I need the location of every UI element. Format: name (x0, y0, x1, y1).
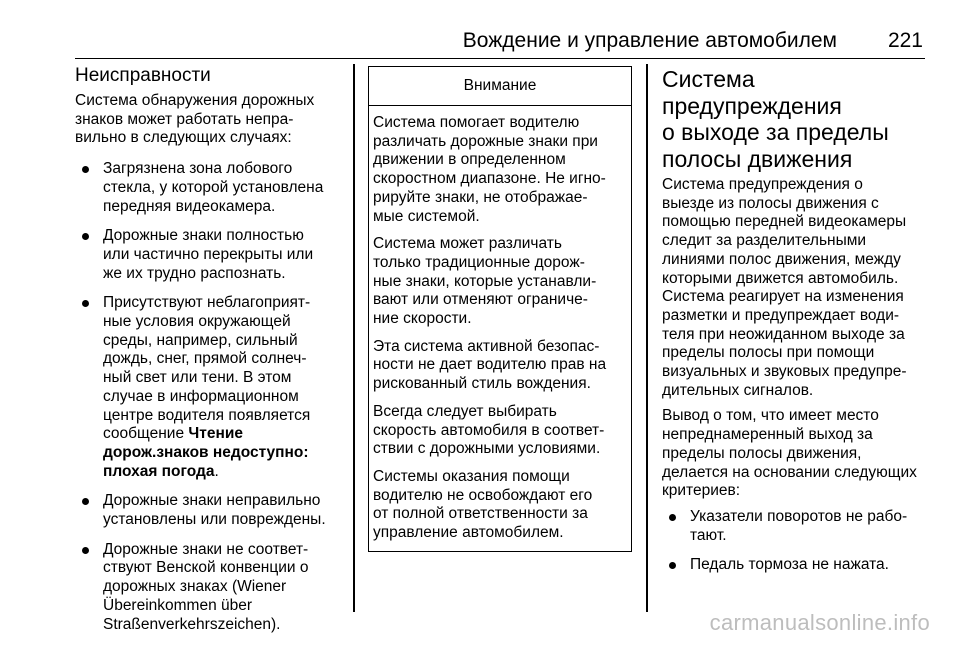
message-text: плохая погода (103, 462, 215, 480)
text-line: дорожных знаках (Wiener (103, 578, 287, 596)
text-line: скорость автомобиля в соответ- (373, 421, 605, 439)
bullet-list (75, 160, 345, 634)
message-text: дорож.знаков недоступно: (103, 443, 309, 461)
column-divider (646, 64, 648, 612)
text-line: Педаль тормоза не нажата. (690, 556, 889, 574)
text-line: управление автомобилем. (373, 524, 564, 542)
section-title (662, 66, 928, 172)
text-line: Эта система активной безопас- (373, 337, 600, 355)
text-line: Straßenverkehrszeichen). (103, 615, 281, 633)
text-line: критериев: (662, 482, 741, 500)
text-line: Система помогает водителю (373, 114, 580, 131)
text-line: же их трудно распознать. (103, 264, 286, 282)
list-item (662, 556, 928, 575)
list-item (75, 294, 345, 481)
watermark-text: carmanualsonline.info (709, 610, 930, 635)
text-line: движении в определенном (373, 151, 566, 169)
column-warning (368, 66, 632, 552)
text-line: непреднамеренный выход за (662, 426, 873, 444)
text-line: ствии с дорожными условиями. (373, 440, 601, 458)
text-line: Система может различать (373, 235, 562, 253)
text-line: которыми движется автомобиль. (662, 269, 899, 287)
text-line: Указатели поворотов не рабо- (690, 507, 908, 525)
bullet-icon (82, 166, 89, 173)
text-line: Система предупреждения о (662, 176, 863, 193)
column-malfunctions (75, 60, 345, 645)
list-item (75, 492, 345, 529)
message-suffix: . (214, 462, 219, 480)
bullet-icon (82, 547, 89, 554)
paragraph (373, 403, 627, 459)
text-line: Всегда следует выбирать (373, 402, 557, 420)
text-line: Übereinkommen über (103, 596, 253, 614)
text-line: выезде из полосы движения с (662, 194, 879, 212)
text-line: пределы полосы движения, (662, 444, 862, 462)
text-line: только традиционные дорож- (373, 253, 585, 271)
text-line: стекла, у которой установлена (103, 178, 324, 196)
list-item (662, 508, 928, 545)
text-line: ние скорости. (373, 310, 472, 328)
paragraph (373, 468, 627, 543)
text-line: рируйте знаки, не отображае- (373, 188, 588, 206)
paragraph (373, 235, 627, 329)
text-line: теля при неожиданном выходе за (662, 325, 905, 343)
message-prefix: сообщение (103, 425, 189, 443)
text-line: пределы полосы при помощи (662, 344, 875, 362)
text-line: среды, например, сильный (103, 331, 298, 349)
text-line: рискованный стиль вождения. (373, 375, 591, 393)
text-line: ности не дает водителю прав на (373, 356, 607, 374)
text-line: различать дорожные знаки при (373, 132, 598, 150)
paragraph (75, 92, 345, 148)
bullet-icon (82, 233, 89, 240)
text-line: ный свет или тени. В этом (103, 369, 292, 387)
list-item (75, 160, 345, 216)
text-line: ные знаки, которые устанавли- (373, 272, 597, 290)
bullet-icon (82, 498, 89, 505)
text-line: Вывод о том, что имеет место (662, 407, 879, 425)
title-line: Система предупреждения (662, 66, 842, 119)
text-line: установлены или повреждены. (103, 511, 326, 529)
paragraph (373, 114, 627, 226)
message-text: Чтение (188, 425, 244, 443)
text-line: скоростном диапазоне. Не игно- (373, 170, 606, 188)
text-line: Системы оказания помощи (373, 467, 570, 485)
paragraph (373, 338, 627, 394)
text-line: помощью передней видеокамеры (662, 213, 907, 231)
text-line: мые системой. (373, 207, 480, 225)
text-line: Дорожные знаки полностью (103, 227, 304, 245)
text-line: Присутствуют неблагоприят- (103, 294, 311, 312)
text-line: дительных сигналов. (662, 381, 814, 399)
bullet-icon (669, 562, 676, 569)
text-line: делается на основании следующих (662, 463, 917, 481)
bullet-icon (82, 300, 89, 307)
text-line: Загрязнена зона лобового (103, 160, 293, 178)
text-line: или частично перекрыты или (103, 245, 314, 263)
warning-box-title: Внимание (369, 67, 631, 106)
bullet-list (662, 508, 928, 575)
page-header-title: Вождение и управление автомобилем (462, 29, 837, 52)
list-item (75, 541, 345, 635)
text-line: передняя видеокамера. (103, 197, 276, 215)
warning-box (368, 66, 632, 552)
title-line: о выходе за пределы (662, 119, 889, 145)
text-line: разметки и предупреждает води- (662, 306, 900, 324)
paragraph (662, 176, 928, 400)
list-item (75, 227, 345, 283)
text-line: от полной ответственности за (373, 505, 588, 523)
text-line: линиями полос движения, между (662, 250, 901, 268)
warning-box-body (369, 106, 631, 551)
text-line: вают или отменяют ограниче- (373, 291, 588, 309)
text-line: Система обнаружения дорожных (75, 92, 315, 109)
text-line: водителю не освобождают его (373, 486, 593, 504)
column-divider (353, 64, 355, 612)
text-line: центре водителя появляется (103, 406, 311, 424)
text-line: Дорожные знаки неправильно (103, 492, 321, 510)
text-line (103, 463, 345, 482)
text-line: ствуют Венской конвенции о (103, 559, 309, 577)
text-line: вильно в следующих случаях: (75, 129, 292, 147)
text-line: Система реагирует на изменения (662, 288, 904, 306)
text-line: визуальных и звуковых предупре- (662, 363, 907, 381)
text-line: случае в информационном (103, 387, 299, 405)
title-line: полосы движения (662, 145, 853, 172)
text-line: дождь, снег, прямой солнеч- (103, 350, 307, 368)
text-line (103, 425, 345, 444)
text-line: ные условия окружающей (103, 313, 291, 331)
text-line: следит за разделительными (662, 232, 867, 250)
section-heading: Неисправности (75, 65, 211, 86)
page-number: 221 (887, 29, 923, 52)
column-lane-departure (662, 66, 928, 586)
paragraph (662, 407, 928, 501)
text-line: Дорожные знаки не соответ- (103, 540, 309, 558)
page-header (75, 26, 925, 59)
bullet-icon (669, 514, 676, 521)
text-line: тают. (690, 526, 727, 544)
text-line: знаков может работать непра- (75, 110, 294, 128)
